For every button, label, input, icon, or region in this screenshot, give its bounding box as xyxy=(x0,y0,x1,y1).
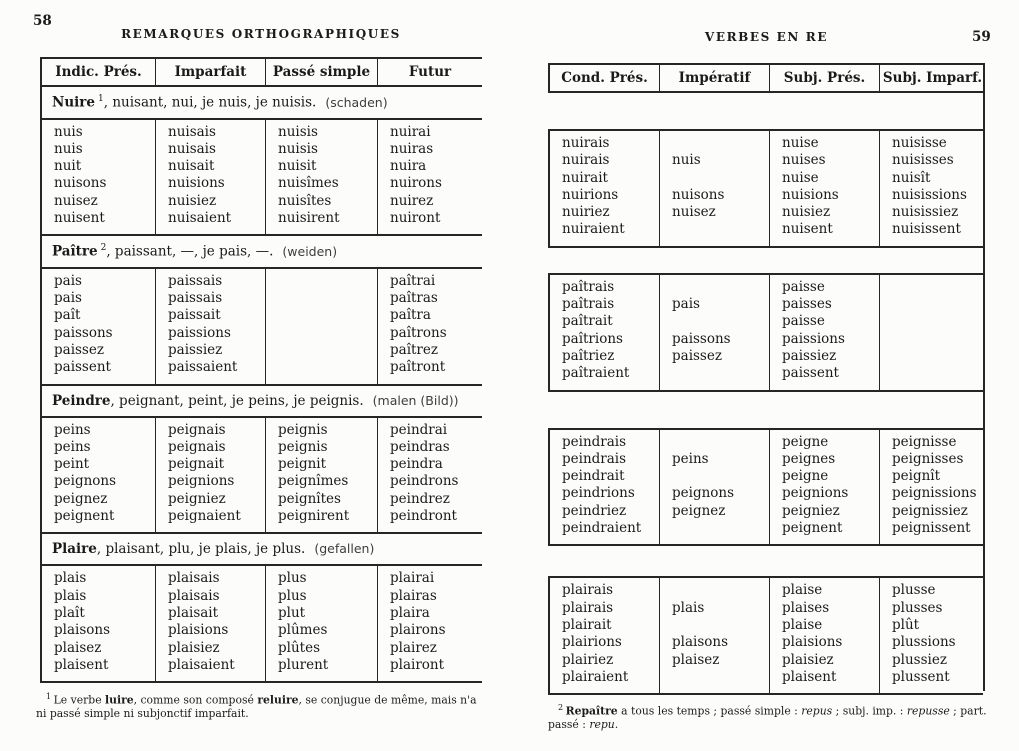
conjugation-cell: nuisent xyxy=(782,221,833,238)
conjugation-cell: plais xyxy=(672,599,705,616)
conjugation-cell: paîtront xyxy=(390,359,446,376)
conjugation-cell xyxy=(892,296,985,313)
conjugation-cell: plaisons xyxy=(672,634,729,651)
right-table-body xyxy=(548,93,983,695)
conjugation-cell: peignaient xyxy=(168,508,241,525)
conjugation-cell: plairiez xyxy=(562,651,614,668)
conjugation-cell: nuisît xyxy=(892,169,931,186)
conjugation-cell: paîtrais xyxy=(562,278,615,295)
left-table-header-row xyxy=(42,57,482,87)
footnote-text-run: repusse xyxy=(906,704,950,718)
conjugation-cell xyxy=(672,434,769,451)
conjugation-cell: pais xyxy=(54,272,82,289)
conjugation-cell: paîtrai xyxy=(390,272,436,289)
conjugation-cell: peignons xyxy=(54,473,117,490)
conjugation-cell: plairais xyxy=(562,582,614,599)
conjugation-column xyxy=(155,418,265,533)
conjugation-cell xyxy=(892,365,985,382)
conjugation-column xyxy=(155,269,265,384)
column-header-cond-pres: Cond. Prés. xyxy=(561,70,648,86)
block-gap xyxy=(548,248,983,273)
conjugation-cell: peins xyxy=(54,421,91,438)
conjugation-column xyxy=(879,430,985,545)
conjugation-cell: peignis xyxy=(278,421,328,438)
conjugation-cell: plaisiez xyxy=(168,639,220,656)
conjugation-cell: nuis xyxy=(54,123,83,140)
conjugation-cell: paisses xyxy=(782,296,832,313)
conjugation-cell: peindra xyxy=(390,456,443,473)
conjugation-cell xyxy=(278,325,377,342)
german-translation-annotation: (gefallen) xyxy=(314,541,375,557)
conjugation-cell: paîtras xyxy=(390,290,438,307)
conjugation-cell: plairait xyxy=(562,616,612,633)
conjugation-cell: plussions xyxy=(892,634,956,651)
column-header-futur: Futur xyxy=(377,59,482,85)
conjugation-cell: plaise xyxy=(782,616,823,633)
conjugation-cell: paissait xyxy=(168,307,221,324)
conjugation-cell xyxy=(892,348,985,365)
verb-name: Peindre xyxy=(52,392,111,409)
conjugation-cell: pais xyxy=(54,290,82,307)
conjugation-cell: peignons xyxy=(672,485,735,502)
conjugation-cell xyxy=(278,359,377,376)
conjugation-cell: nuisions xyxy=(782,186,839,203)
conjugation-cell xyxy=(672,170,769,187)
conjugation-cell xyxy=(672,669,769,686)
conjugation-cell: peindriez xyxy=(562,502,627,519)
verb-heading-row xyxy=(42,87,482,120)
conjugation-cell xyxy=(672,279,769,296)
conjugation-cell xyxy=(278,307,377,324)
conjugation-column xyxy=(550,131,659,246)
conjugation-cell: peindrions xyxy=(562,485,635,502)
conjugation-block xyxy=(42,566,482,683)
footnote-text-run: Le verbe xyxy=(53,693,106,707)
conjugation-cell: plairai xyxy=(390,570,435,587)
conjugation-column xyxy=(265,566,377,681)
conjugation-cell: nuisîmes xyxy=(278,175,339,192)
conjugation-cell: plaise xyxy=(782,582,823,599)
conjugation-cell: nuisissions xyxy=(892,186,967,203)
conjugation-cell: paîtrais xyxy=(562,296,615,313)
conjugation-cell xyxy=(278,273,377,290)
conjugation-cell xyxy=(672,313,769,330)
conjugation-cell: peignait xyxy=(168,456,225,473)
conjugation-cell: paîtrons xyxy=(390,324,447,341)
conjugation-column xyxy=(769,131,879,246)
conjugation-cell: nuirai xyxy=(390,123,431,140)
conjugation-cell xyxy=(892,331,985,348)
conjugation-cell: nuira xyxy=(390,158,427,175)
conjugation-cell xyxy=(672,520,769,537)
conjugation-cell: nuisisses xyxy=(892,152,954,169)
conjugation-cell: nuiras xyxy=(390,140,434,157)
conjugation-cell: peignîmes xyxy=(278,473,349,490)
conjugation-cell: paisse xyxy=(782,278,825,295)
conjugation-column xyxy=(659,131,769,246)
conjugation-cell: nuisions xyxy=(168,175,225,192)
verb-name: Paître xyxy=(52,243,98,260)
verb-name: Nuire xyxy=(52,94,95,111)
conjugation-cell: plairez xyxy=(390,639,437,656)
conjugation-cell: plussiez xyxy=(892,651,947,668)
conjugation-cell xyxy=(278,290,377,307)
conjugation-column xyxy=(659,275,769,390)
conjugation-column xyxy=(377,418,482,533)
conjugation-column xyxy=(879,275,985,390)
conjugation-cell: peignirent xyxy=(278,508,350,525)
column-header-imparfait: Imparfait xyxy=(155,59,265,85)
conjugation-cell: plaises xyxy=(782,599,830,616)
footnote-marker: 1 xyxy=(98,94,104,104)
conjugation-cell: nuisais xyxy=(168,140,216,157)
block-gap xyxy=(548,93,983,129)
conjugation-cell: nuirais xyxy=(562,135,610,151)
conjugation-cell: nuisons xyxy=(54,175,107,192)
conjugation-cell: plaisez xyxy=(672,651,720,668)
conjugation-column xyxy=(550,275,659,390)
conjugation-cell: plairions xyxy=(562,634,622,651)
conjugation-cell: peindras xyxy=(390,438,450,455)
conjugation-cell: nuirais xyxy=(562,152,610,169)
conjugation-cell: peignît xyxy=(892,468,941,485)
footnote-text-run: . xyxy=(614,718,619,732)
conjugation-cell: nuisait xyxy=(168,158,215,175)
conjugation-cell: nuirez xyxy=(390,192,434,209)
conjugation-cell: paît xyxy=(54,307,81,324)
conjugation-cell: plairont xyxy=(390,656,445,673)
conjugation-column xyxy=(769,430,879,545)
conjugation-cell: peignîtes xyxy=(278,490,341,507)
verb-principal-parts: , nuisant, nui, je nuis, je nuisis. xyxy=(103,94,317,111)
conjugation-block xyxy=(42,269,482,386)
conjugation-cell: nuirions xyxy=(562,186,619,203)
conjugation-cell: nuit xyxy=(54,158,82,175)
conjugation-cell: peignissent xyxy=(892,520,971,537)
conjugation-cell: nuises xyxy=(782,152,826,169)
conjugation-cell: peignions xyxy=(168,473,235,490)
conjugation-block xyxy=(548,428,983,547)
conjugation-cell: peindront xyxy=(390,508,457,525)
conjugation-cell: nuisent xyxy=(54,209,105,226)
verb-principal-parts: , paissant, —, je pais, —. xyxy=(106,243,274,260)
conjugation-cell: peignions xyxy=(782,485,849,502)
conjugation-block xyxy=(548,273,983,392)
footnote-text-run: Repaître xyxy=(565,704,618,718)
conjugation-cell: peigniez xyxy=(168,490,226,507)
conjugation-cell: nuisaient xyxy=(168,209,232,226)
conjugation-cell: nuirons xyxy=(390,175,442,192)
conjugation-column xyxy=(42,418,155,533)
conjugation-cell: plusses xyxy=(892,599,943,616)
conjugation-cell: paissez xyxy=(672,347,722,364)
conjugation-cell: nuiraient xyxy=(562,221,625,238)
conjugation-cell: peignisses xyxy=(892,450,964,467)
conjugation-cell: peignes xyxy=(782,450,836,467)
conjugation-column xyxy=(659,578,769,693)
conjugation-cell: nuisirent xyxy=(278,209,340,226)
conjugation-cell: peindrez xyxy=(390,490,450,507)
conjugation-cell: nuiriez xyxy=(562,204,610,221)
conjugation-column xyxy=(155,566,265,681)
footnote-marker: 1 xyxy=(46,692,54,701)
footnote-text-run: repus xyxy=(801,704,833,718)
conjugation-cell: plaisait xyxy=(168,604,219,621)
footnote-text-run: a tous les temps ; passé simple : xyxy=(617,704,802,718)
right-page-number: 59 xyxy=(972,29,991,45)
left-running-title: REMARQUES ORTHOGRAPHIQUES xyxy=(121,27,401,41)
conjugation-cell: paisse xyxy=(782,313,825,330)
conjugation-cell xyxy=(672,617,769,634)
conjugation-cell: peigne xyxy=(782,433,829,450)
conjugation-column xyxy=(265,120,377,235)
conjugation-cell: nuisons xyxy=(672,186,725,203)
conjugation-cell: plais xyxy=(54,570,87,587)
conjugation-column xyxy=(550,578,659,693)
footnote-text-run: ; subj. imp. : xyxy=(832,704,907,718)
conjugation-cell: peindrai xyxy=(390,421,448,438)
german-translation-annotation: (malen (Bild)) xyxy=(372,392,459,408)
column-header-subj-imparf: Subj. Imparf. xyxy=(879,65,985,91)
footnote-text-run: repu xyxy=(589,718,615,732)
conjugation-cell: peigne xyxy=(782,468,829,485)
conjugation-cell: paissons xyxy=(672,330,731,347)
conjugation-cell: peindrait xyxy=(562,468,625,485)
conjugation-cell: peigniez xyxy=(782,502,840,519)
conjugation-cell: nuisîtes xyxy=(278,192,332,209)
conjugation-column xyxy=(42,120,155,235)
verb-principal-parts: , plaisant, plu, je plais, je plus. xyxy=(96,541,306,558)
german-translation-annotation: (schaden) xyxy=(325,94,388,110)
right-footnote xyxy=(548,701,988,732)
conjugation-cell: peignissions xyxy=(892,485,977,502)
conjugation-column xyxy=(769,275,879,390)
conjugation-cell: plaisent xyxy=(782,668,837,685)
conjugation-cell: nuisiez xyxy=(168,192,217,209)
conjugation-cell: nuisissiez xyxy=(892,204,959,221)
conjugation-cell: paîtriez xyxy=(562,347,615,364)
conjugation-cell: paissons xyxy=(54,324,113,341)
conjugation-cell: nuirait xyxy=(562,169,608,186)
conjugation-cell: peignent xyxy=(782,520,843,537)
conjugation-cell: nuisis xyxy=(278,123,318,140)
conjugation-cell: nuisisse xyxy=(892,135,947,151)
conjugation-column xyxy=(769,578,879,693)
footnote-marker: 2 xyxy=(558,703,566,712)
column-header-indic-pres: Indic. Prés. xyxy=(55,64,142,80)
footnote-text-run: luire xyxy=(105,693,134,707)
conjugation-cell: peignez xyxy=(672,502,726,519)
conjugation-cell: plus xyxy=(278,570,307,587)
conjugation-cell: nuise xyxy=(782,135,819,151)
left-table-body xyxy=(42,87,482,683)
conjugation-cell xyxy=(672,135,769,152)
conjugation-column xyxy=(377,566,482,681)
left-page-number: 58 xyxy=(33,13,52,29)
conjugation-column xyxy=(550,430,659,545)
conjugation-cell: plussent xyxy=(892,668,950,685)
conjugation-cell: plairais xyxy=(562,599,614,616)
conjugation-cell: plaisions xyxy=(782,634,843,651)
conjugation-cell: paissent xyxy=(782,365,839,382)
conjugation-cell: paissais xyxy=(168,272,223,289)
conjugation-cell: paissions xyxy=(782,330,845,347)
conjugation-column xyxy=(265,418,377,533)
conjugation-cell: plais xyxy=(54,587,87,604)
conjugation-cell: plût xyxy=(892,616,920,633)
verb-heading-row xyxy=(42,236,482,269)
conjugation-cell: nuisiez xyxy=(782,204,831,221)
verb-name: Plaire xyxy=(52,541,97,558)
conjugation-cell: peignent xyxy=(54,508,115,525)
conjugation-cell: plaisais xyxy=(168,587,220,604)
conjugation-cell: paissions xyxy=(168,324,231,341)
conjugation-cell: peignis xyxy=(278,438,328,455)
conjugation-cell: peindraient xyxy=(562,520,642,537)
conjugation-cell: plairaient xyxy=(562,668,629,685)
conjugation-cell: paissaient xyxy=(168,359,238,376)
conjugation-cell xyxy=(672,468,769,485)
conjugation-cell: paîtra xyxy=(390,307,431,324)
conjugation-cell: peins xyxy=(54,438,91,455)
footnote-text-run: reluire xyxy=(257,693,299,707)
conjugation-block xyxy=(42,418,482,535)
conjugation-cell: paissiez xyxy=(782,347,837,364)
footnote-text-run: , comme son composé xyxy=(133,693,258,707)
conjugation-cell: plaisez xyxy=(54,639,102,656)
conjugation-cell: plairas xyxy=(390,587,437,604)
conjugation-cell: nuisit xyxy=(278,158,317,175)
conjugation-cell: peint xyxy=(54,456,90,473)
right-conjugation-table xyxy=(548,63,985,691)
left-conjugation-table xyxy=(40,57,482,683)
conjugation-cell: paîtraient xyxy=(562,365,630,382)
conjugation-cell: paissez xyxy=(54,341,104,358)
right-running-title: VERBES EN RE xyxy=(704,30,829,44)
conjugation-cell: plurent xyxy=(278,656,329,673)
conjugation-cell: paissent xyxy=(54,359,111,376)
conjugation-cell: plut xyxy=(278,604,306,621)
conjugation-cell: nuis xyxy=(54,140,83,157)
conjugation-cell: plaisais xyxy=(168,570,220,587)
conjugation-cell xyxy=(672,582,769,599)
conjugation-cell: plûtes xyxy=(278,639,320,656)
conjugation-cell: nuisissent xyxy=(892,221,961,238)
conjugation-cell xyxy=(892,313,985,330)
conjugation-cell: paissiez xyxy=(168,341,223,358)
conjugation-cell: nuiront xyxy=(390,209,441,226)
conjugation-cell: plaisent xyxy=(54,656,109,673)
column-header-passe-simple: Passé simple xyxy=(265,59,377,85)
conjugation-column xyxy=(879,578,985,693)
conjugation-cell: plaisiez xyxy=(782,651,834,668)
left-footnote xyxy=(36,690,488,721)
conjugation-column xyxy=(155,120,265,235)
conjugation-cell: pais xyxy=(672,296,700,313)
conjugation-cell: plaisions xyxy=(168,622,229,639)
conjugation-cell: plaisaient xyxy=(168,656,235,673)
conjugation-column xyxy=(377,120,482,235)
conjugation-cell: nuis xyxy=(672,152,701,169)
conjugation-cell: nuisez xyxy=(672,204,716,221)
conjugation-cell: peins xyxy=(672,450,709,467)
conjugation-cell: plaira xyxy=(390,604,430,621)
conjugation-column xyxy=(42,269,155,384)
conjugation-cell: plaisons xyxy=(54,622,111,639)
conjugation-cell: plusse xyxy=(892,582,936,599)
conjugation-cell: paîtrait xyxy=(562,313,613,330)
verb-principal-parts: , peignant, peint, je peins, je peignis. xyxy=(110,392,364,409)
conjugation-cell xyxy=(672,365,769,382)
conjugation-block xyxy=(548,576,983,695)
conjugation-cell: peindrais xyxy=(562,433,627,450)
footnote-marker: 2 xyxy=(100,243,107,254)
conjugation-cell xyxy=(278,342,377,359)
block-gap xyxy=(548,546,983,576)
conjugation-cell: peignit xyxy=(278,456,327,473)
conjugation-cell xyxy=(672,221,769,238)
conjugation-cell xyxy=(892,279,985,296)
conjugation-column xyxy=(879,131,985,246)
conjugation-column xyxy=(377,269,482,384)
conjugation-cell: peignisse xyxy=(892,433,957,450)
conjugation-cell: paîtrez xyxy=(390,341,438,358)
verb-heading-row xyxy=(42,386,482,418)
conjugation-cell: peignais xyxy=(168,421,226,438)
conjugation-block xyxy=(548,129,983,248)
footnote-text-run: , se conjugue de même, mais n'a ni passé simple ni subjonctif imparfait. xyxy=(36,693,477,721)
conjugation-cell: peindrons xyxy=(390,473,459,490)
footnote-text-run: ; part. passé : xyxy=(548,704,987,732)
conjugation-column xyxy=(265,269,377,384)
verb-heading-row xyxy=(42,534,482,566)
conjugation-cell: plûmes xyxy=(278,622,328,639)
right-table-header-row xyxy=(548,63,983,93)
conjugation-block xyxy=(42,120,482,237)
block-gap xyxy=(548,392,983,428)
conjugation-cell: peindrais xyxy=(562,450,627,467)
conjugation-cell: paîtrions xyxy=(562,330,623,347)
conjugation-cell: nuise xyxy=(782,169,819,186)
conjugation-column xyxy=(659,430,769,545)
conjugation-column xyxy=(42,566,155,681)
conjugation-cell: peignissiez xyxy=(892,502,968,519)
conjugation-cell: nuisez xyxy=(54,192,98,209)
column-header-subj-pres: Subj. Prés. xyxy=(769,65,879,91)
german-translation-annotation: (weiden) xyxy=(282,243,338,259)
conjugation-cell: peignez xyxy=(54,490,108,507)
conjugation-cell: paissais xyxy=(168,290,223,307)
column-header-imperatif: Impératif xyxy=(659,65,769,91)
conjugation-cell: peignais xyxy=(168,438,226,455)
conjugation-cell: nuisis xyxy=(278,140,318,157)
conjugation-cell: plaît xyxy=(54,604,85,621)
conjugation-cell: nuisais xyxy=(168,123,216,140)
conjugation-cell: plus xyxy=(278,587,307,604)
conjugation-cell: plairons xyxy=(390,622,446,639)
